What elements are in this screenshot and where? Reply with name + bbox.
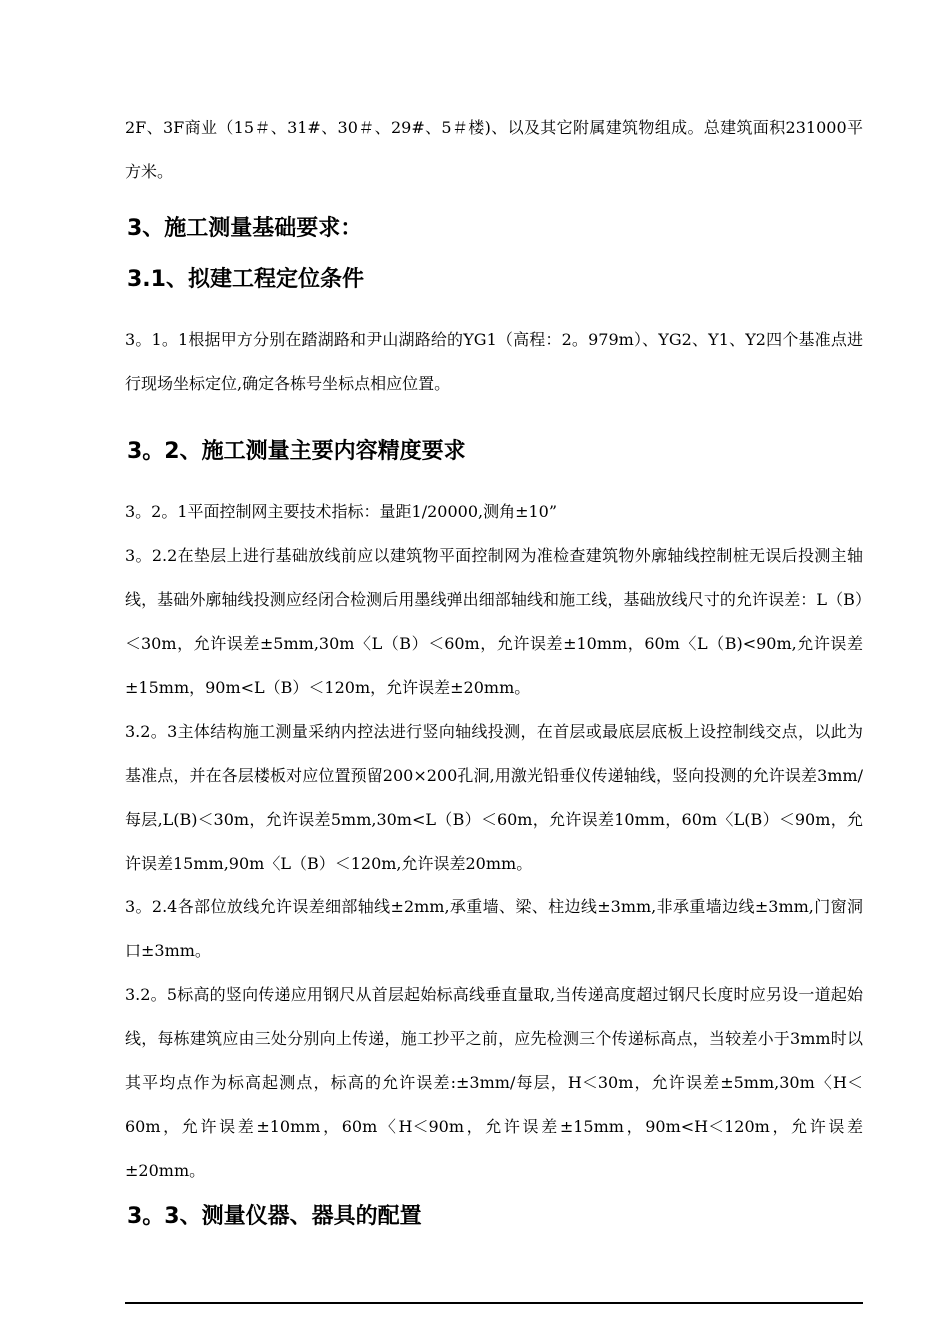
paragraph-3-2-1: 3。2。1平面控制网主要技术指标：量距1/20000,测角±10” [125, 502, 558, 521]
paragraph-3-1-1: 3。1。1根据甲方分别在踏湖路和尹山湖路给的YG1（高程：2。979m）、YG2、Y1、Y2四个基准点进行现场坐标定位,确定各栋号坐标点相应位置。 [125, 330, 863, 393]
section-3-2-heading: 3。2、施工测量主要内容精度要求 [127, 439, 466, 464]
footer-rule [125, 1302, 863, 1304]
paragraph-3-2-2: 3。2.2在垫层上进行基础放线前应以建筑物平面控制网为准检查建筑物外廓轴线控制桩无误后投测主轴线，基础外廓轴线投测应经闭合检测后用墨线弹出细部轴线和施工线，基础放线尺寸的允许误差：L（B）＜30m，允许误差±5mm,30m〈L（B）＜60m，允许误差±10mm，60m〈L（B)<90m,允许误差±15mm，90m<L（B）＜120m，允许误差±20mm。 [125, 546, 863, 697]
intro-paragraph: 2F、3F商业（15＃、31#、30＃、29#、5＃楼)、以及其它附属建筑物组成。总建筑面积231000平方米。 [125, 118, 863, 181]
paragraph-3-2-5: 3.2。5标高的竖向传递应用钢尺从首层起始标高线垂直量取,当传递高度超过钢尺长度时应另设一道起始线，每栋建筑应由三处分别向上传递，施工抄平之前，应先检测三个传递标高点，当较差小于3mm时以其平均点作为标高起测点，标高的允许误差:±3mm/每层，H＜30m，允许误差±5mm,30m〈H＜60m，允许误差±10mm，60m〈H＜90m，允许误差±15mm，90m<H＜120m，允许误差±20mm。 [125, 985, 863, 1180]
section-3-1-heading: 3.1、拟建工程定位条件 [127, 267, 364, 292]
section-3-heading: 3、施工测量基础要求： [127, 216, 363, 241]
paragraph-3-2-3: 3.2。3主体结构施工测量采纳内控法进行竖向轴线投测，在首层或最底层底板上设控制线交点，以此为基准点，并在各层楼板对应位置预留200×200孔洞,用激光铅垂仪传递轴线，竖向投测的允许误差3mm/每层,L(B)＜30m，允许误差5mm,30m<L（B）＜60m，允许误差10mm，60m〈L(B）＜90m，允许误差15mm,90m〈L（B）＜120m,允许误差20mm。 [125, 722, 863, 873]
document-page [125, 0, 863, 1344]
paragraph-3-2-4: 3。2.4各部位放线允许误差细部轴线±2mm,承重墙、梁、柱边线±3mm,非承重墙边线±3mm,门窗洞口±3mm。 [125, 897, 863, 960]
section-3-3-heading: 3。3、测量仪器、器具的配置 [127, 1204, 422, 1229]
